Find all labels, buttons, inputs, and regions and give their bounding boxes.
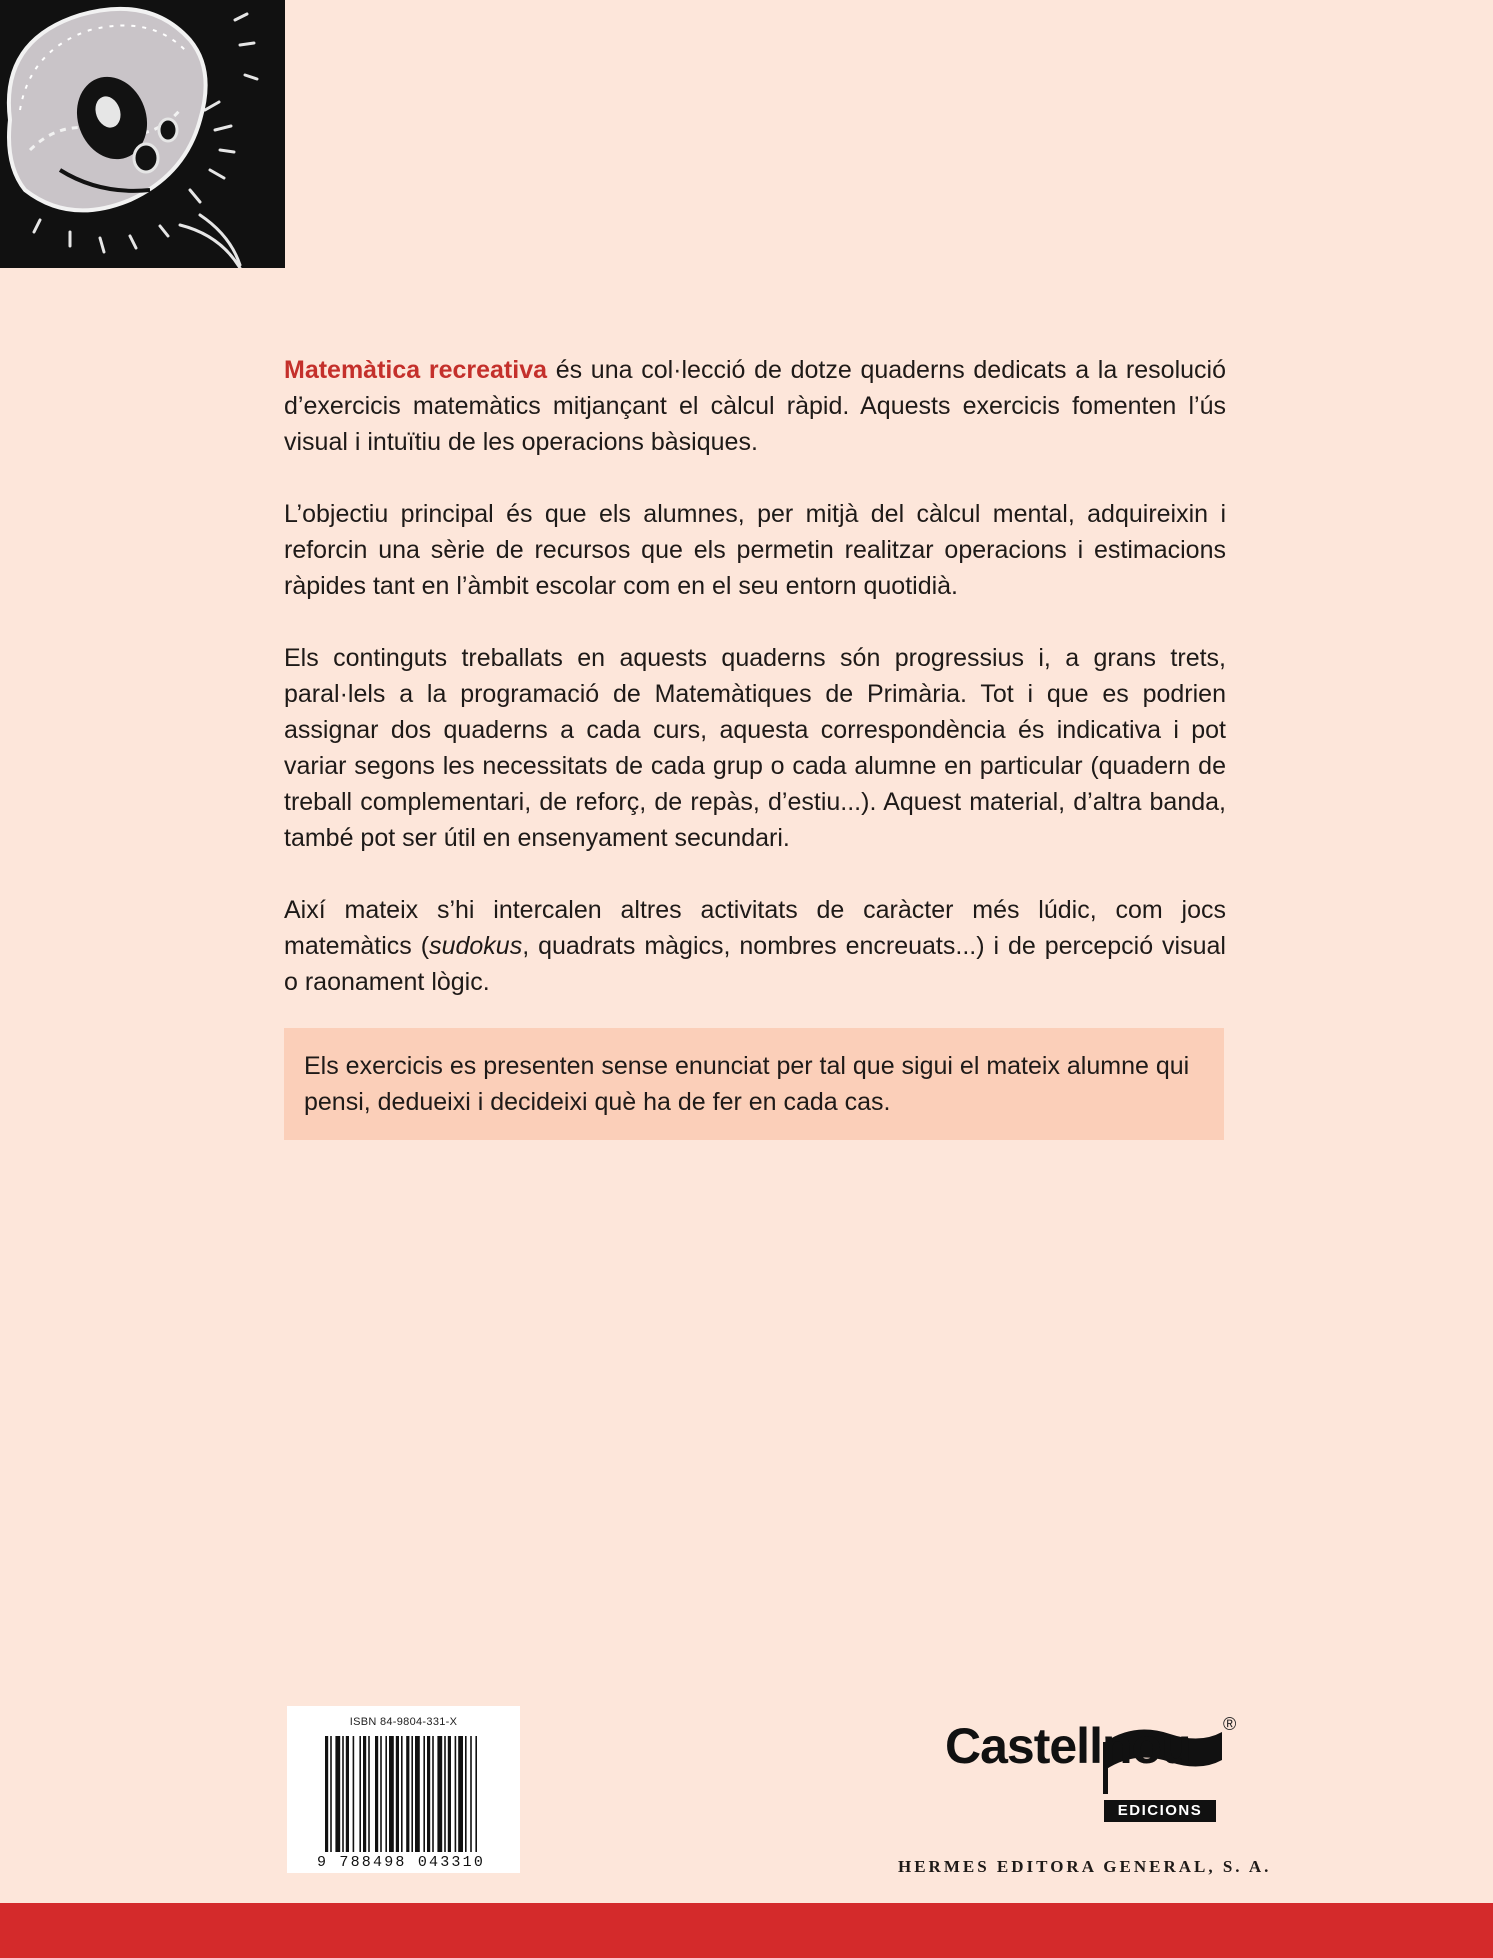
- callout-text: Els exercicis es presenten sense enunciat per tal que sigui el mateix alumne qui pensi, dedueixi i decideixi què ha de fer en cada cas.: [304, 1052, 1190, 1116]
- intro-text: és una col·lecció de dotze quaderns dedicats a la resolució d’exercicis matemàtics mitjançant el càlcul ràpid. Aquests exercicis fomenten l’ús visual i intuïtiu de les operacions bàsiques.: [284, 356, 1226, 456]
- activities-text-after: , quadrats màgics, nombres encreuats...) i de percepció visual o raonament lògic.: [284, 932, 1226, 996]
- callout-box: [284, 1028, 1224, 1140]
- publisher-name: Castellnou: [945, 1718, 1191, 1774]
- activities-emphasis: sudokus: [429, 932, 523, 960]
- collection-title: Matemàtica recreativa: [284, 356, 548, 384]
- isbn-label: ISBN 84-9804-331-X: [349, 1716, 458, 1728]
- intro-paragraph: [284, 352, 1226, 460]
- objective-paragraph: L’objectiu principal és que els alumnes, per mitjà del càlcul mental, adquireixin i reforcin una sèrie de recursos que els permetin realitzar operacions i estimacions ràpides tant en l’àmbit escolar com en el seu entorn quotidià.: [284, 500, 1226, 600]
- ean-digits: 9 788498 043310: [317, 1854, 486, 1871]
- registered-mark: ®: [1223, 1714, 1237, 1734]
- publisher-imprint: EDICIONS: [1104, 1800, 1216, 1822]
- activities-paragraph: [284, 892, 1226, 1000]
- barcode-panel: [287, 1706, 520, 1873]
- bottom-red-band: [0, 1903, 1493, 1958]
- monkey-illustration: [0, 0, 285, 268]
- parent-company: HERMES EDITORA GENERAL, S. A.: [898, 1857, 1272, 1876]
- description-text: [284, 352, 1226, 1036]
- barcode-icon: [287, 1706, 520, 1873]
- contents-paragraph: Els continguts treballats en aquests quaderns són progressius i, a grans trets, paral·lels a la programació de Matemàtiques de Primària. Tot i que es podrien assignar dos quaderns a cada curs, aquesta correspondència és indicativa i pot variar segons les necessitats de cada grup o cada alumne en particular (quadern de treball complementari, de reforç, de repàs, d’estiu...). Aquest material, d’altra banda, també pot ser útil en ensenyament secundari.: [284, 644, 1226, 852]
- activities-text-before: Així mateix s’hi intercalen altres activitats de caràcter més lúdic, com jocs matemàtics (: [284, 896, 1226, 960]
